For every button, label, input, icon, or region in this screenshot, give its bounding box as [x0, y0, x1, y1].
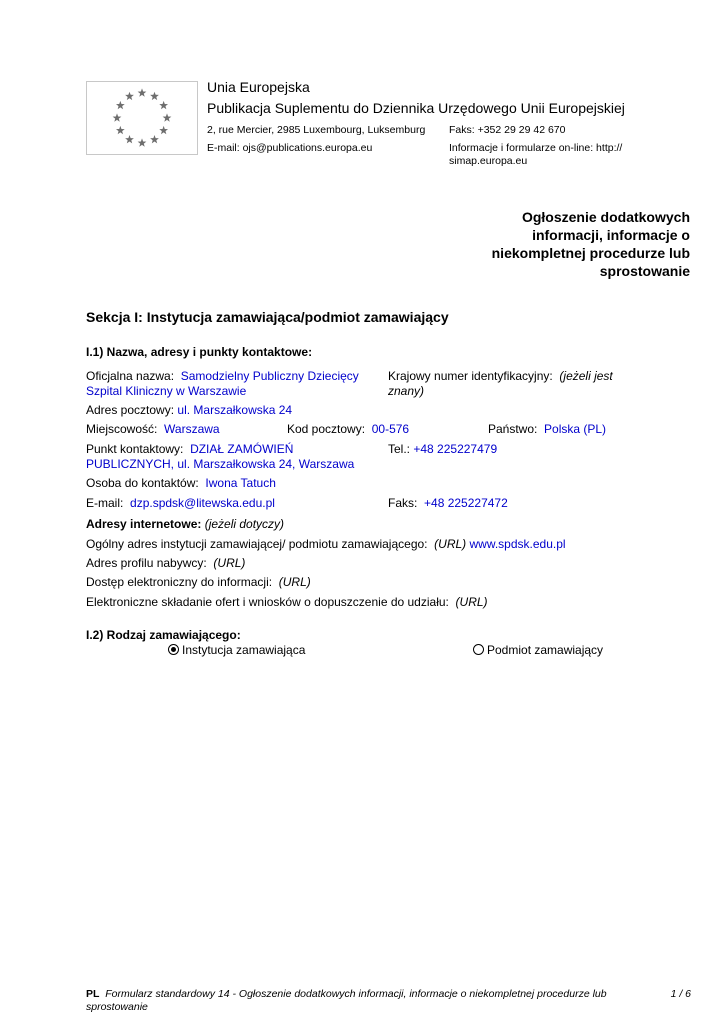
footer-form: Formularz standardowy 14 - Ogłoszenie dodatkowych informacji, informacje o niekompletnej procedurze lub sprostowanie [86, 988, 607, 1013]
tel-label: Tel.: [388, 442, 411, 456]
fax-label: Faks: [388, 496, 418, 510]
official-name-value: Samodzielny Publiczny Dziecięcy Szpital Kliniczny w Warszawie [86, 369, 359, 398]
buyer-profile-label: Adres profilu nabywcy: [86, 556, 207, 570]
footer [86, 988, 646, 1014]
town-label: Miejscowość: [86, 422, 158, 436]
star-icon [113, 113, 122, 121]
general-address-label: Ogólny adres instytucji zamawiającej/ podmiotu zamawiającego: [86, 537, 428, 551]
general-address-value[interactable]: www.spdsk.edu.pl [469, 537, 566, 551]
star-icon [163, 113, 172, 121]
star-icon [150, 92, 159, 100]
electronic-access-url: (URL) [278, 575, 311, 589]
tel-value: +48 225227479 [413, 442, 498, 456]
contact-point-row [86, 442, 376, 472]
option-contracting-entity-label: Podmiot zamawiający [487, 643, 604, 657]
contact-person-value: Iwona Tatuch [205, 476, 276, 490]
email-label: E-mail: [86, 496, 124, 510]
section-heading: Sekcja I: Instytucja zamawiająca/podmiot zamawiający [86, 309, 449, 325]
tel-row [388, 442, 497, 457]
header-org: Unia Europejska [207, 79, 310, 95]
star-icon [138, 88, 147, 96]
header-address: 2, rue Mercier, 2985 Luxembourg, Luksemburg [207, 124, 426, 136]
national-id-note: (jeżeli jest znany) [388, 369, 613, 398]
header-publication: Publikacja Suplementu do Dziennika Urzędowego Unii Europejskiej [207, 100, 625, 116]
fax-value: +48 225227472 [424, 496, 508, 510]
internet-heading-row [86, 517, 284, 532]
star-icon [125, 92, 134, 100]
postcode-label: Kod pocztowy: [287, 422, 366, 436]
header-fax: Faks: +352 29 29 42 670 [449, 124, 566, 136]
contact-person-row [86, 476, 276, 491]
electronic-submission-url: (URL) [455, 595, 488, 609]
town-value: Warszawa [164, 422, 220, 436]
country-label: Państwo: [488, 422, 538, 436]
town-row [86, 422, 220, 437]
electronic-access-label: Dostęp elektroniczny do informacji: [86, 575, 273, 589]
star-icon [150, 135, 159, 143]
option-contracting-authority[interactable] [168, 643, 305, 658]
national-id-row [388, 369, 638, 399]
eu-stars-icon [87, 82, 197, 154]
header-email: E-mail: ojs@publications.europa.eu [207, 142, 373, 154]
footer-lang: PL [86, 988, 100, 1000]
fax-row [388, 496, 508, 511]
option-contracting-authority-label: Instytucja zamawiająca [182, 643, 306, 657]
buyer-profile-row [86, 556, 245, 571]
internet-label: Adresy internetowe: [86, 517, 202, 531]
electronic-access-row [86, 575, 311, 590]
contact-person-label: Osoba do kontaktów: [86, 476, 199, 490]
option-contracting-entity[interactable] [473, 643, 603, 658]
electronic-submission-row [86, 595, 488, 610]
country-value: Polska (PL) [544, 422, 607, 436]
general-address-url: (URL) [434, 537, 467, 551]
radio-unchecked-icon[interactable] [473, 644, 484, 655]
buyer-profile-url: (URL) [213, 556, 246, 570]
internet-note: (jeżeli dotyczy) [204, 517, 285, 531]
official-name-row [86, 369, 376, 399]
electronic-submission-label: Elektroniczne składanie ofert i wniosków o dopuszczenie do udziału: [86, 595, 449, 609]
header-online: Informacje i formularze on-line: http:// simap.europa.eu [449, 142, 623, 167]
official-name-label: Oficjalna nazwa: [86, 369, 175, 383]
postal-address-value: ul. Marszałkowska 24 [177, 403, 293, 417]
i1-heading: I.1) Nazwa, adresy i punkty kontaktowe: [86, 345, 313, 359]
postal-address-row [86, 403, 292, 418]
postcode-value: 00-576 [371, 422, 410, 436]
star-icon [159, 126, 168, 134]
radio-checked-icon[interactable] [168, 644, 179, 655]
general-address-row [86, 537, 566, 552]
star-icon [138, 138, 147, 146]
national-id-label: Krajowy numer identyfikacyjny: [388, 369, 553, 383]
page-number: 1 / 6 [670, 988, 691, 1000]
star-icon [116, 126, 125, 134]
notice-title: Ogłoszenie dodatkowych informacji, informacje o niekompletnej procedurze lub sprostowanie [491, 209, 690, 279]
country-row [488, 422, 606, 437]
email-value[interactable]: dzp.spdsk@litewska.edu.pl [130, 496, 275, 510]
email-row [86, 496, 275, 511]
contact-point-label: Punkt kontaktowy: [86, 442, 184, 456]
star-icon [116, 101, 125, 109]
postcode-row [287, 422, 409, 437]
star-icon [125, 135, 134, 143]
contact-point-value: DZIAŁ ZAMÓWIEŃ PUBLICZNYCH, ul. Marszałkowska 24, Warszawa [86, 442, 355, 471]
star-icon [159, 101, 168, 109]
eu-flag-logo [86, 81, 198, 155]
i2-heading: I.2) Rodzaj zamawiającego: [86, 628, 241, 642]
postal-address-label: Adres pocztowy: [86, 403, 175, 417]
